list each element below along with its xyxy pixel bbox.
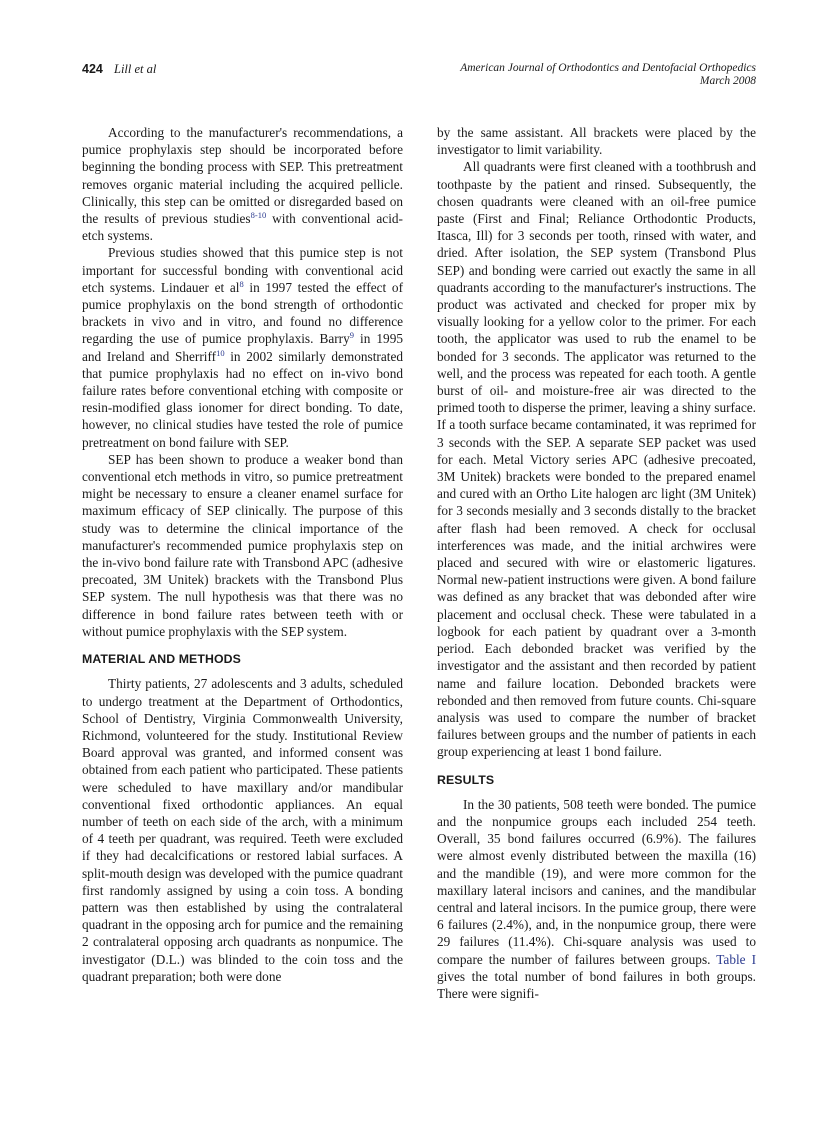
section-heading-methods: MATERIAL AND METHODS [82, 652, 241, 667]
citation-8[interactable]: 8 [239, 278, 244, 289]
page-number: 424 [82, 62, 103, 76]
citation-10[interactable]: 10 [216, 347, 225, 358]
paragraph-previous-studies: Previous studies showed that this pumice step is not important for successful bonding with conventional acid etch systems. Lindauer et $al^8$ in 1997 tested the effect of pumice prophylaxis on the bond strength of orthodontic brackets in vivo and in vitro, and found no difference regarding the use of pumice prophylaxis. Barry$^9$ in 1995 and Ireland and Sherriff$^{10}$ in 2002 similarly demonstrated that pumice prophylaxis had no effect on in-vivo bond failure rates before conventional etching with composite or resin-modified glass ionomer for direct bonding. To date, however, no clinical studies have tested the role of pumice pretreatment on bond failure with SEP. [82, 245, 404, 450]
citation-9[interactable]: 9 [349, 330, 354, 341]
section-heading-results: RESULTS [437, 772, 495, 787]
running-header [82, 62, 756, 98]
journal-info [460, 62, 756, 88]
paragraph-results: In the 30 patients, 508 teeth were bonded. The pumice and the nonpumice groups each included 254 teeth. Overall, 35 bond failures occurred (6.9%). The failures were almost evenly distributed between the maxilla (16) and the mandible (19), and were more common for the maxillary lateral incisors and canines, and the mandibular central and lateral incisors. In the pumice group, there were 6 failures (2.4%), and, in the nonpumice group, there were 29 failures (11.4%). Chi-square analysis was used to compare the number of failures between groups. Table I gives the total number of bond failures in both groups. There were signifi- [437, 796, 756, 1001]
paragraph-patients: Thirty patients, 27 adolescents and 3 adults, scheduled to undergo treatment at the Department of Orthodontics, School of Dentistry, Virginia Commonwealth University, Richmond, volunteered for the study. Institutional Review Board approval was granted, and informed consent was obtained from each patient who participated. These patients were scheduled to have maxillary and/or mandibular conventional fixed orthodontic appliances. An equal number of teeth on each side of the arch, with a minimum of 4 teeth per quadrant, was required. Teeth were excluded if they had decalcifications or restored labial surfaces. A split-mouth design was developed with the pumice quadrant first randomly assigned by using a coin toss. A bonding pattern was then established by using the contralateral quadrant in the opposing arch for pumice and the remaining 2 contralateral opposing arch quadrants as nonpumice. The investigator (D.L.) was blinded to the coin toss and the quadrant preparation; both were done [82, 676, 403, 984]
left-column [82, 124, 403, 985]
paragraph-bonding-procedure: All quadrants were first cleaned with a toothbrush and toothpaste by the patient and rinsed. Subsequently, the chosen quadrants were cleaned with an oil-free pumice paste (First and Final; Reliance Orthodontic Products, Itasca, Ill) for 3 seconds per tooth, rinsed with water, and dried. After isolation, the SEP system (Transbond Plus SEP) and bonding were carried out exactly the same in all quadrants according to the manufacturer's instructions. The product was activated and checked for proper mix by visually looking for a yellow color to the primer. For each tooth, the applicator was used to rub the enamel to be bonded for 3 seconds. The applicator was returned to the well, and the process was repeated for each tooth. A gentle burst of oil- and moisture-free air was directed to the primed tooth to disperse the primer, leaving a shiny surface. If a tooth surface became contaminated, it was reprimed for 3 seconds with the SEP. A separate SEP packet was used for each. Metal Victory series APC (adhesive precoated, 3M Unitek) brackets were bonded to the prepared enamel and cured with an Ortho Lite halogen arc light (3M Unitek) for 3 seconds mesially and 3 seconds distally to the bracket after flash had been removed. A check for occlusal interferences was made, and the initial archwires were placed and secured with wire or elastomeric ligatures. Normal new-patient instructions were given. A bond failure was defined as any bracket that was debonded after wire placement and occlusal check. These were tabulated in a logbook for each patient by quadrant over a 3-month period. Each debonded bracket was verified by the investigator and the assistant and then recorded by patient name and failure location. Debonded brackets were rebonded and then removed from future counts. Chi-square analysis was used to compare the number of bracket failures between groups and the number of patients in each group experiencing at least 1 bond failure. [437, 159, 756, 760]
paragraph-continuation: by the same assistant. All brackets were placed by the investigator to limit variability. [437, 125, 756, 158]
table-i-link[interactable]: Table I [716, 951, 756, 967]
paragraph-manufacturer-recommendations: According to the manufacturer's recommendations, a pumice prophylaxis step should be incorporated before beginning the bonding process with SEP. This pretreatment removes organic material including the acquired pellicle. Clinically, this step can be omitted or disregarded based on the results of previous studies$^{8-10}$ with conventional acid-etch systems. [82, 125, 403, 244]
right-column [437, 124, 756, 1002]
citation-8-10[interactable]: 8-10 [250, 210, 267, 221]
running-author: Lill et al [114, 62, 157, 76]
issue-date: March 2008 [699, 75, 756, 87]
paragraph-study-purpose: SEP has been shown to produce a weaker bond than conventional etch methods in vitro, so pumice pretreatment might be necessary to ensure a cleaner enamel surface for maximum efficacy of SEP clinically. The purpose of this study was to determine the clinical importance of the manufacturer's recommended pumice prophylaxis step on the in-vivo bond failure rate with Transbond APC (adhesive precoated, 3M Unitek) brackets with the Transbond Plus SEP system. The null hypothesis was that there was no difference in bond failure rates between teeth with or without pumice prophylaxis with the SEP system. [82, 451, 403, 639]
journal-title: American Journal of Orthodontics and Dentofacial Orthopedics [460, 62, 756, 74]
